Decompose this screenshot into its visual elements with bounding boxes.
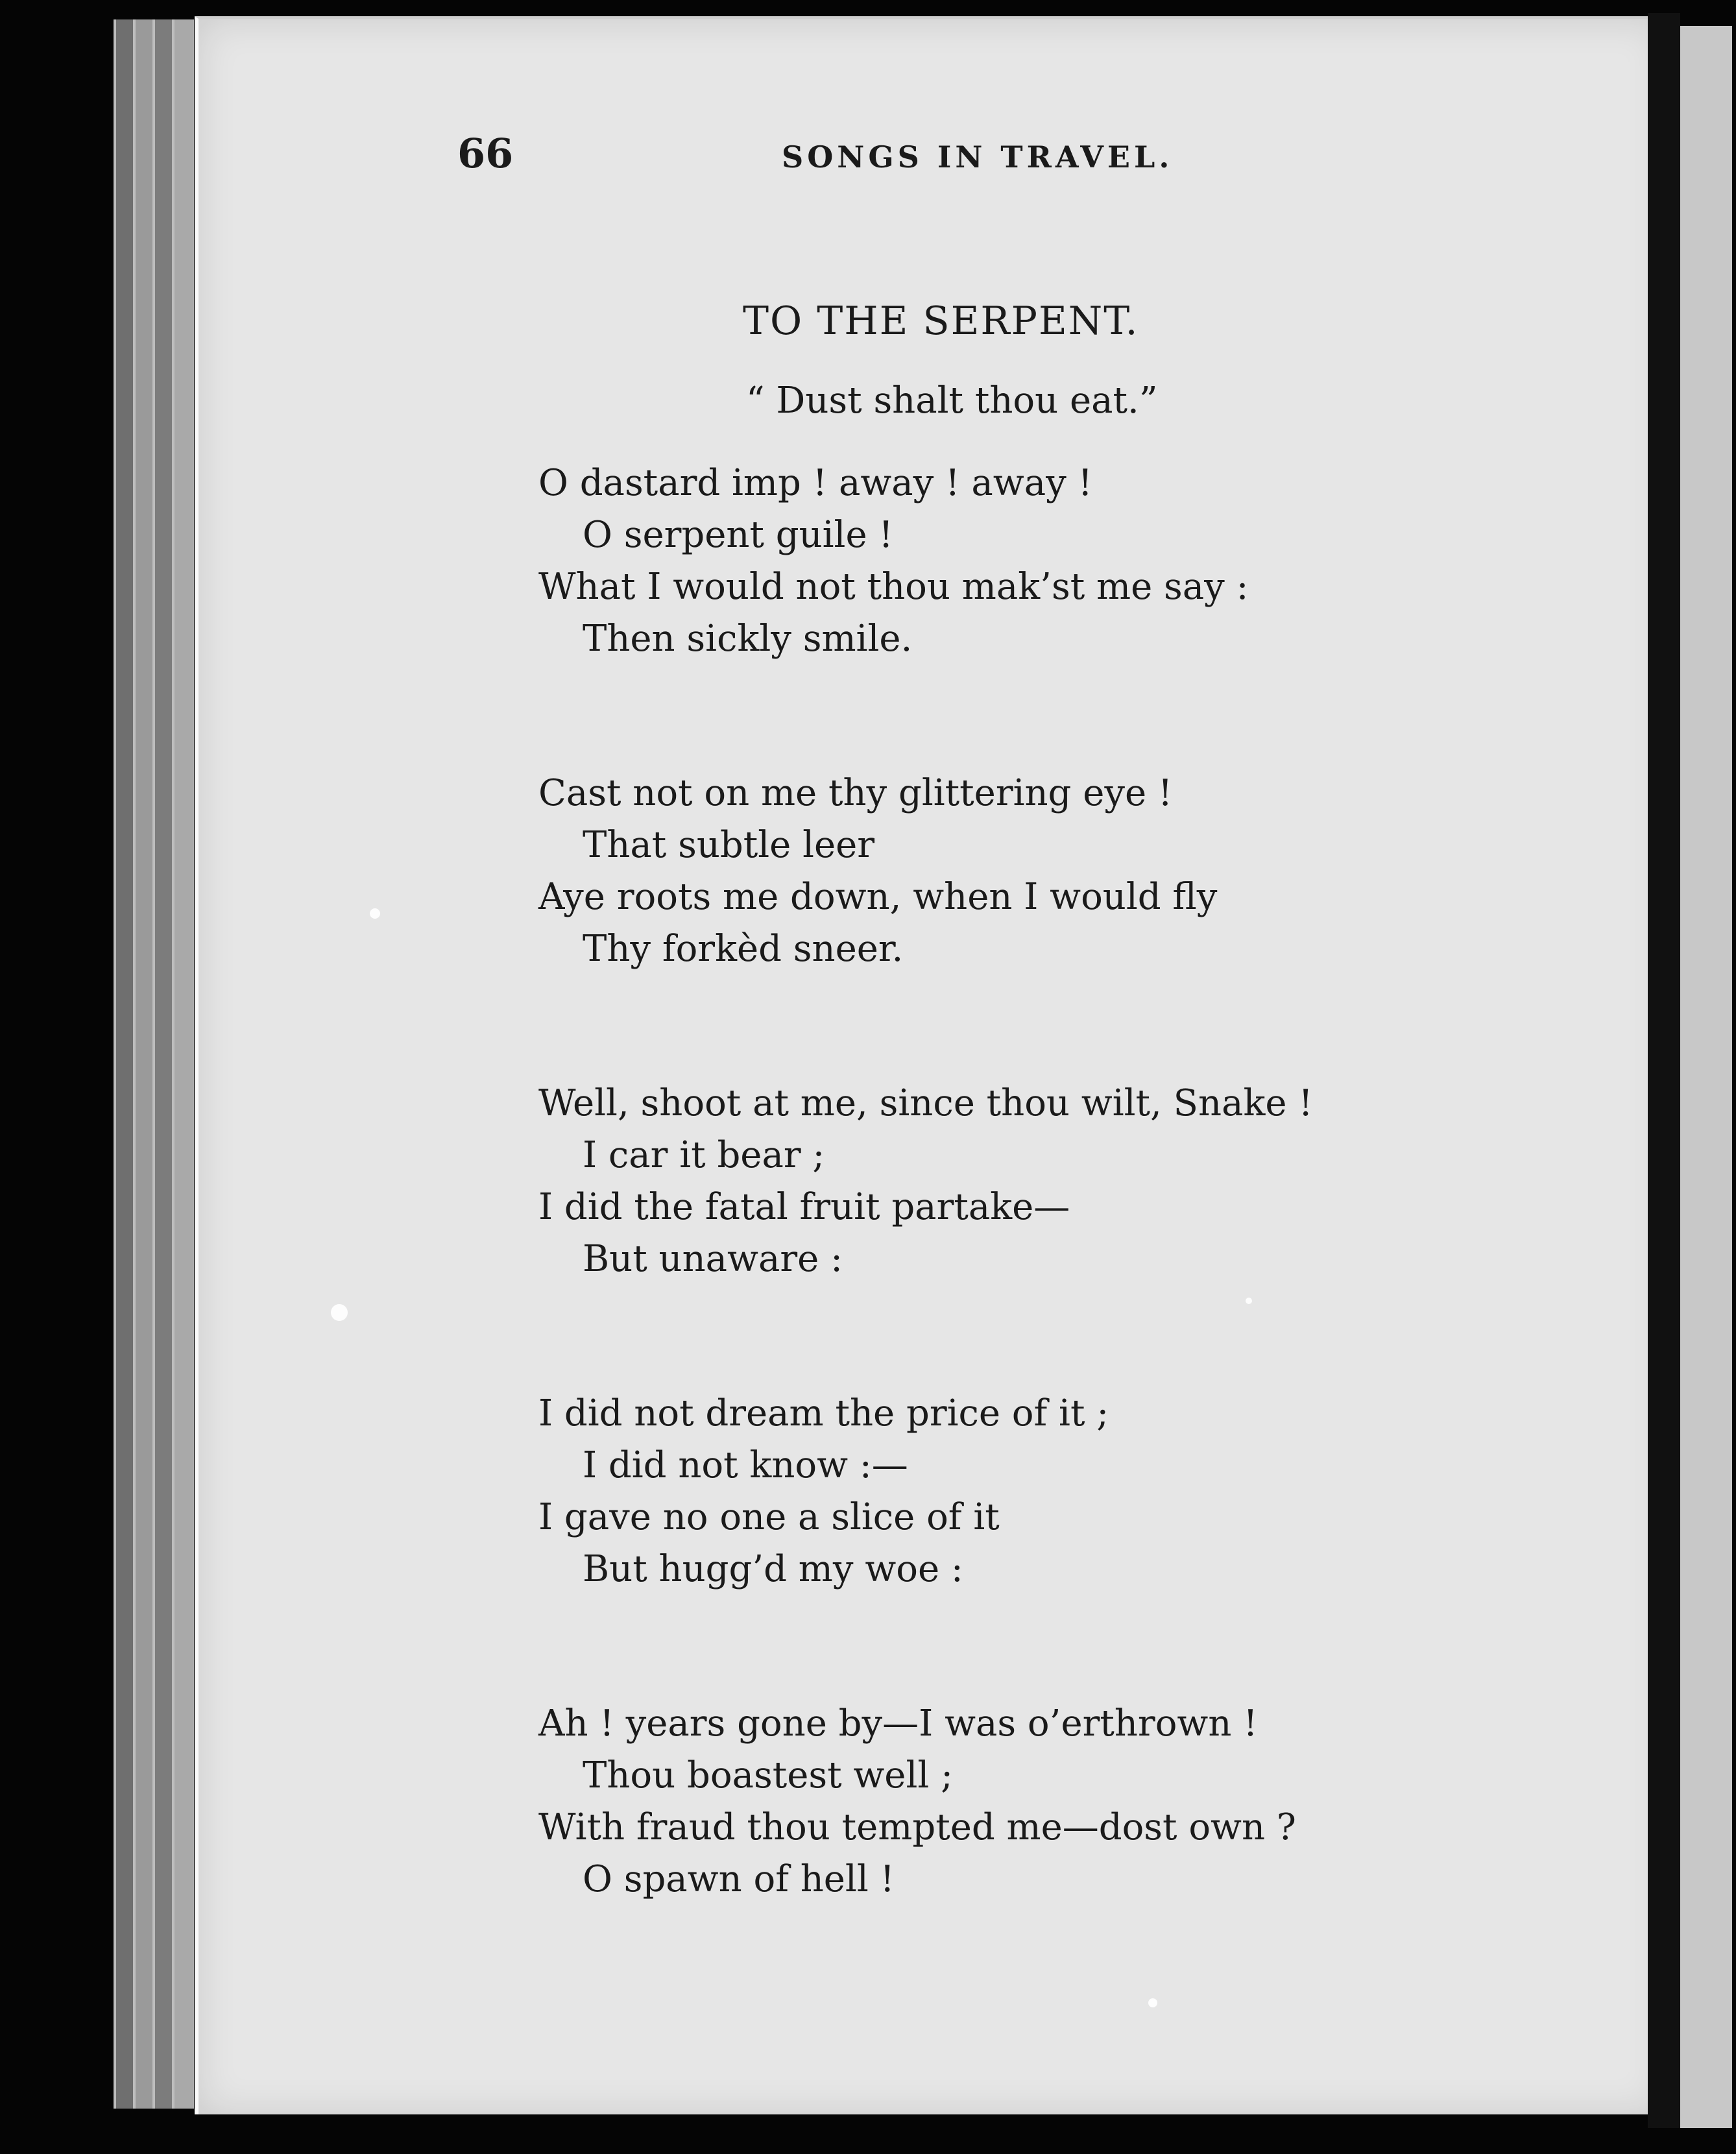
poem-line: Well, shoot at me, since thou wilt, Snake ! (538, 1082, 1313, 1124)
poem-line: I car it bear ; (583, 1134, 825, 1176)
poem-epigraph: “ Dust shalt thou eat.” (746, 380, 1158, 422)
poem-line: With fraud thou tempted me—dost own ? (538, 1806, 1296, 1848)
poem-line: But unaware : (583, 1238, 843, 1280)
book-spine (1648, 13, 1680, 2128)
poem-line: I did the fatal fruit partake— (538, 1186, 1070, 1228)
poem-line: Ah ! years gone by—I was o’erthrown ! (538, 1702, 1258, 1745)
stanza (538, 1078, 1447, 1285)
poem-line: I did not know :— (583, 1444, 908, 1486)
poem-line: Cast not on me thy glittering eye ! (538, 772, 1173, 814)
poem-line: O dastard imp ! away ! away ! (538, 462, 1093, 504)
page-edge (114, 19, 136, 2109)
page-edge (133, 19, 155, 2109)
scan-speck (370, 908, 380, 919)
running-head: SONGS IN TRAVEL. (782, 139, 1174, 175)
poem-body (538, 457, 1447, 2008)
poem-line: Then sickly smile. (583, 618, 913, 660)
poem-title: TO THE SERPENT. (743, 298, 1139, 344)
poem-line: But hugg’d my woe : (583, 1548, 963, 1590)
page-edge (172, 19, 194, 2109)
poem-line: O serpent guile ! (583, 514, 893, 556)
poem-line: Aye roots me down, when I would fly (538, 876, 1218, 918)
stanza (538, 457, 1447, 665)
poem-line: That subtle leer (583, 824, 875, 866)
poem-line: Thou boastest well ; (583, 1754, 953, 1797)
page-number: 66 (457, 130, 514, 177)
poem-line: I gave no one a slice of it (538, 1496, 1000, 1538)
poem-line: What I would not thou mak’st me say : (538, 566, 1249, 608)
poem-line: I did not dream the price of it ; (538, 1392, 1109, 1434)
page-edge (152, 19, 175, 2109)
stanza (538, 768, 1447, 975)
stanza (538, 1698, 1447, 1906)
stanza (538, 1388, 1447, 1595)
poem-line: O spawn of hell ! (583, 1858, 895, 1900)
poem-line: Thy forkèd sneer. (583, 928, 904, 970)
scan-speck (331, 1304, 348, 1321)
facing-page-edge (1680, 26, 1732, 2128)
